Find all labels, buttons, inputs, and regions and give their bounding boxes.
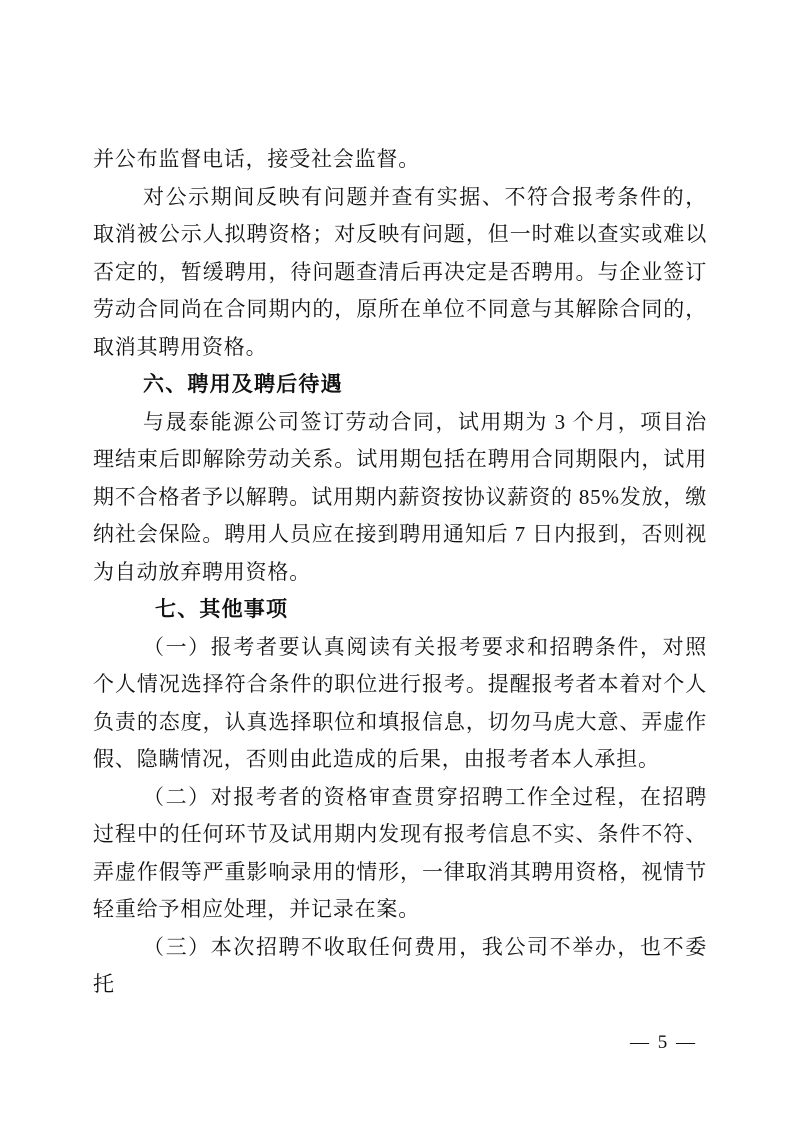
document-body xyxy=(93,141,707,1004)
page-number: — 5 — xyxy=(630,1032,697,1053)
paragraph-item-2: （二）对报考者的资格审查贯穿招聘工作全过程，在招聘过程中的任何环节及试用期内发现有报考信息不实、条件不符、弄虚作假等严重影响录用的情形，一律取消其聘用资格，视情节轻重给予相应处理，并记录在案。 xyxy=(93,784,707,921)
paragraph-item-1: （一）报考者要认真阅读有关报考要求和招聘条件，对照个人情况选择符合条件的职位进行报考。提醒报考者本着对个人负责的态度，认真选择职位和填报信息，切勿马虎大意、弄虚作假、隐瞒情况，否则由此造成的后果，由报考者本人承担。 xyxy=(93,634,707,771)
paragraph-employment-terms: 与晟泰能源公司签订劳动合同，试用期为 3 个月，项目治理结束后即解除劳动关系。试用期包括在聘用合同期限内，试用期不合格者予以解聘。试用期内薪资按协议薪资的 85%发放，缴纳社会保险。聘用人员应在接到聘用通知后 7 日内报到，否则视为自动放弃聘用资格。 xyxy=(93,409,707,584)
section-heading-employment: 六、聘用及聘后待遇 xyxy=(143,373,343,396)
paragraph-supervision: 并公布监督电话，接受社会监督。 xyxy=(93,147,420,171)
section-heading-other-matters: 七、其他事项 xyxy=(155,598,289,621)
paragraph-publicity-issues: 对公示期间反映有问题并查有实据、不符合报考条件的，取消被公示人拟聘资格；对反映有问题，但一时难以查实或难以否定的，暂缓聘用，待问题查清后再决定是否聘用。与企业签订劳动合同尚在合同期内的，原所在单位不同意与其解除合同的，取消其聘用资格。 xyxy=(93,184,707,359)
paragraph-item-3: （三）本次招聘不收取任何费用，我公司不举办，也不委托 xyxy=(93,934,707,996)
